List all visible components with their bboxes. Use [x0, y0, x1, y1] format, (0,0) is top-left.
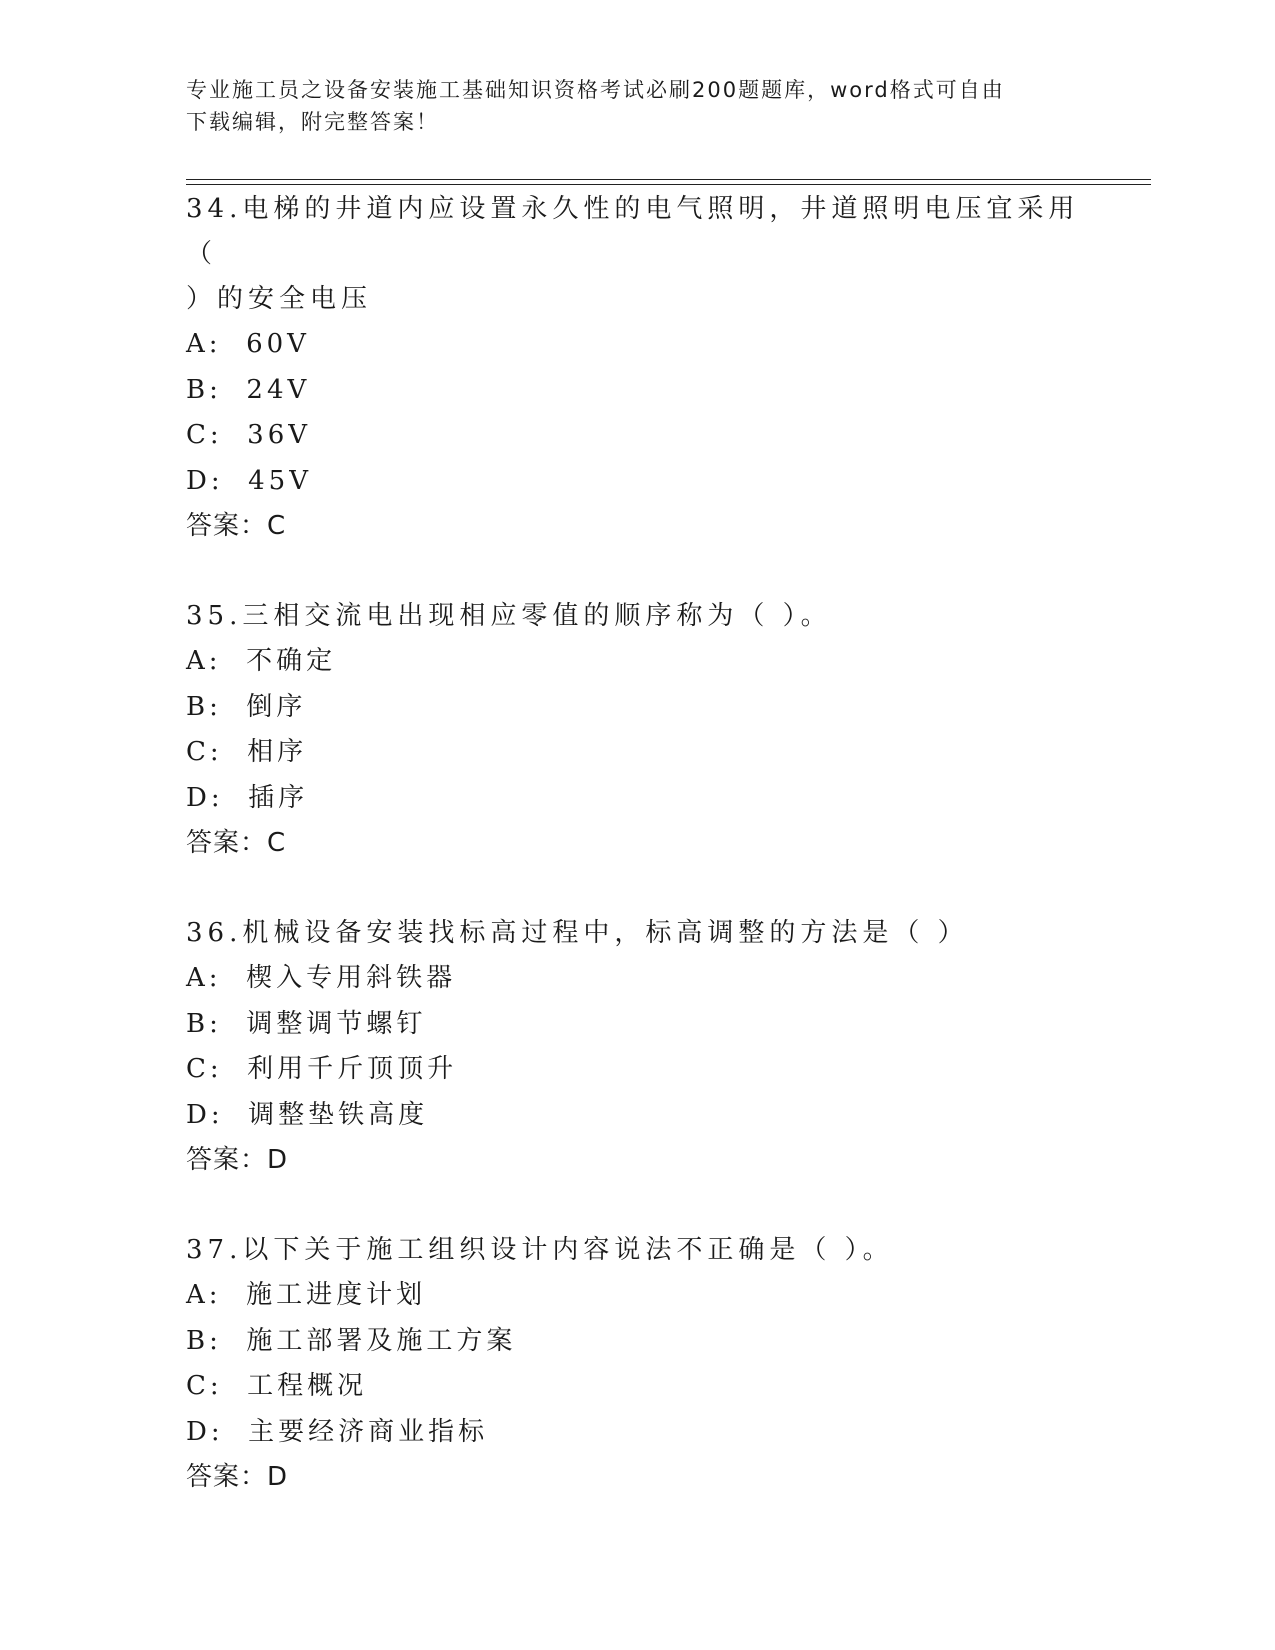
option-d: D: 45V	[186, 465, 312, 496]
option-b: B: 倒序	[186, 691, 307, 722]
question-text: 35.三相交流电出现相应零值的顺序称为（ ）。	[186, 601, 832, 631]
answer: 答案：C	[186, 828, 287, 858]
answer: 答案：D	[186, 1462, 289, 1492]
option-b: B: 施工部署及施工方案	[186, 1325, 517, 1356]
question-35	[186, 594, 1086, 866]
option-a: A: 楔入专用斜铁器	[186, 963, 457, 993]
question-text: 34.电梯的井道内应设置永久性的电气照明，井道照明电压宜采用（	[186, 194, 1080, 269]
option-c: C: 相序	[186, 737, 308, 767]
document-header	[186, 74, 1066, 138]
header-line-2: 下载编辑，附完整答案！	[186, 110, 439, 134]
answer: 答案：C	[186, 511, 287, 541]
question-36	[186, 911, 1086, 1183]
option-c: C: 利用千斤顶顶升	[186, 1054, 458, 1084]
option-a: A: 60V	[186, 329, 310, 359]
option-d: D: 主要经济商业指标	[186, 1416, 489, 1447]
option-d: D: 调整垫铁高度	[186, 1099, 429, 1130]
question-text: 36.机械设备安装找标高过程中，标高调整的方法是（ ）	[186, 918, 969, 948]
option-b: B: 24V	[186, 374, 311, 405]
header-line-1: 专业施工员之设备安装施工基础知识资格考试必刷200题题库，word格式可自由	[186, 78, 1005, 102]
question-list	[186, 187, 1086, 1500]
answer: 答案：D	[186, 1145, 289, 1175]
question-text-continued: ）的安全电压	[186, 284, 373, 314]
option-d: D: 插序	[186, 782, 309, 813]
header-divider-top	[186, 179, 1151, 180]
question-37	[186, 1228, 1086, 1500]
option-c: C: 工程概况	[186, 1371, 368, 1401]
option-a: A: 不确定	[186, 646, 337, 676]
option-a: A: 施工进度计划	[186, 1280, 427, 1310]
header-divider-bottom	[186, 184, 1151, 185]
question-text: 37.以下关于施工组织设计内容说法不正确是（ ）。	[186, 1235, 894, 1265]
option-b: B: 调整调节螺钉	[186, 1008, 427, 1039]
option-c: C: 36V	[186, 420, 312, 450]
question-34	[186, 187, 1086, 549]
